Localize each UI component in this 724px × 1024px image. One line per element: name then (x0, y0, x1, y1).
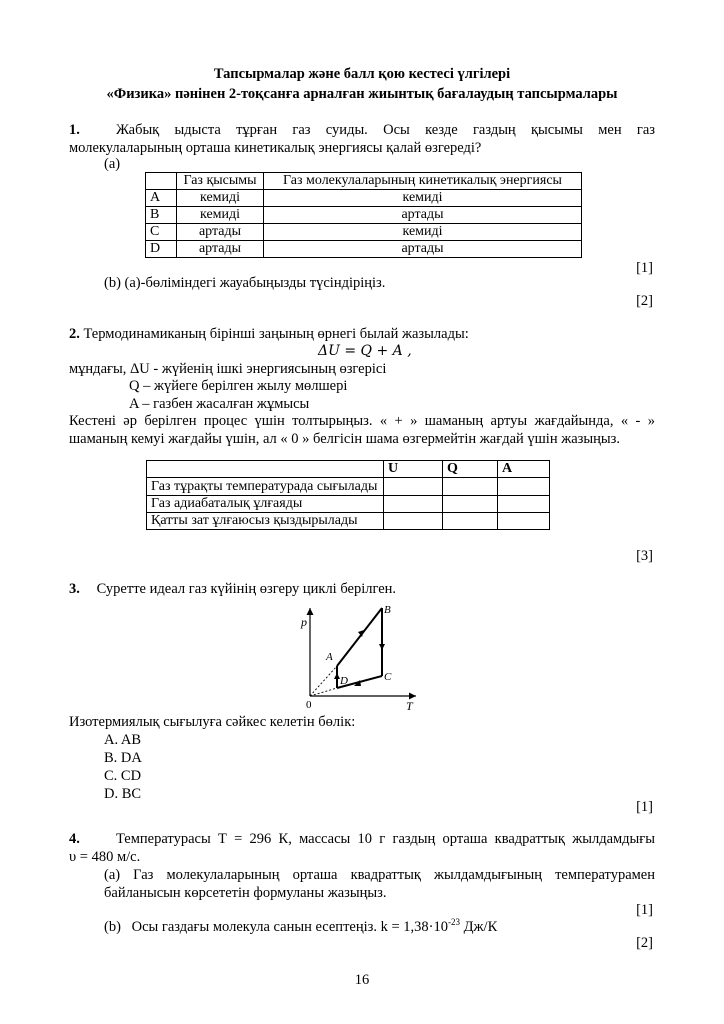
q1-line1: Жабық ыдыста тұрған газ суиды. Осы кезде газдың қысымы мен газ (116, 122, 655, 138)
point-label-a: A (326, 651, 333, 663)
table-header-row: Газ қысымы Газ молекулаларының кинетикалық энергиясы (146, 173, 582, 190)
q4-mark-b: [2] (636, 935, 653, 951)
q2-intro: 2. Термодинамиканың бірінші заңының өрнегі былай жазылады: (69, 326, 469, 342)
q1-mark-b: [2] (636, 293, 653, 309)
q1-number: 1. (69, 122, 80, 138)
option-a: A. AB (104, 732, 142, 748)
q3-number: 3. (69, 581, 80, 597)
answer-cell-a[interactable] (498, 496, 550, 513)
q1-mark-a: [1] (636, 260, 653, 276)
q1-line2: молекулаларының орташа кинетикалық энергиясы қалай өзгереді? (69, 140, 482, 156)
table-header-row: U Q A (147, 461, 550, 478)
q4-text: 4. Температурасы Т = 296 К, массасы 10 г газдың орташа квадраттық жылдамдығы υ = 480 м/с. (69, 831, 655, 865)
q2-mark: [3] (636, 548, 653, 564)
q4-part-a: (a) Газ молекулаларының орташа квадраттық жылдамдығының температурамен байланысын көрсететін формуланы жазыңыз. (104, 867, 655, 901)
origin-label: 0 (306, 699, 312, 711)
segment-ab (337, 608, 382, 666)
q2-def3: A – газбен жасалған жұмысы (129, 396, 310, 412)
q4-number: 4. (69, 831, 80, 847)
q4-mark-a: [1] (636, 902, 653, 918)
table-row: A кемиді кемиді (146, 190, 582, 207)
axis-label-t: T (406, 699, 413, 712)
answer-cell-q[interactable] (443, 496, 498, 513)
table-row: C артады кемиді (146, 224, 582, 241)
q1-answer-table (145, 172, 582, 258)
q2-def1: мұндағы, ΔU - жүйенің ішкі энергиясының өзгерісі (69, 361, 387, 377)
table-row: Газ тұрақты температурада сығылады (147, 478, 550, 496)
answer-cell-q[interactable] (443, 478, 498, 496)
answer-cell-u[interactable] (384, 513, 443, 530)
pt-cycle-graph (296, 600, 426, 712)
answer-cell-q[interactable] (443, 513, 498, 530)
option-c: C. CD (104, 768, 142, 784)
page-number: 16 (354, 972, 370, 988)
q3-options (104, 731, 142, 803)
q2-def2: Q – жүйеге берілген жылу мөлшері (129, 378, 348, 394)
table-row: Газ адиабаталық ұлғаяды (147, 496, 550, 513)
table-row: D артады артады (146, 241, 582, 258)
point-label-b: B (384, 604, 391, 616)
q2-number: 2. (69, 326, 80, 342)
table-row: Қатты зат ұлғаюсыз қыздырылады (147, 513, 550, 530)
answer-cell-u[interactable] (384, 496, 443, 513)
option-b: B. DA (104, 750, 142, 766)
page-subtitle: «Физика» пәнінен 2-тоқсанға арналған жиынтық бағалаудың тапсырмалары (106, 86, 618, 102)
axis-label-p: p (301, 615, 307, 629)
q2-formula: ΔU = Q + A , (318, 343, 412, 359)
answer-cell-a[interactable] (498, 513, 550, 530)
q1-part-b: (b) (a)-бөліміндегі жауабыңызды түсіндіріңіз. (104, 275, 386, 291)
point-label-c: C (384, 671, 392, 683)
point-label-d: D (340, 675, 348, 687)
dashed-guide-a (310, 666, 337, 696)
q2-process-table (146, 460, 550, 530)
answer-cell-u[interactable] (384, 478, 443, 496)
page-title: Тапсырмалар және балл қою кестесі үлгілері (213, 66, 511, 82)
q1-text (69, 121, 655, 157)
q1-part-a-label: (a) (104, 156, 121, 172)
q2-instructions: Кестені әр берілген процес үшін толтырыңыз. « + » шаманың артуы жағдайында, « - » шаманың кемуі жағдайы үшін, ал « 0 » белгісін шама өзгермейтін жағдай үшін жазыңыз. (69, 413, 655, 447)
arrow-bc (379, 644, 385, 650)
table-row: B кемиді артады (146, 207, 582, 224)
q3-question: Изотермиялық сығылуға сәйкес келетін бөлік: (69, 714, 356, 730)
q3-text: 3. Суретте идеал газ күйінің өзгеру циклі берілген. (69, 581, 397, 597)
answer-cell-a[interactable] (498, 478, 550, 496)
q4-part-b: (b) Осы газдағы молекула санын есептеңіз. $k = 1,38\cdot 10^{-23}$ Дж/К (104, 917, 498, 935)
option-d: D. BC (104, 786, 142, 802)
q3-mark: [1] (636, 799, 653, 815)
